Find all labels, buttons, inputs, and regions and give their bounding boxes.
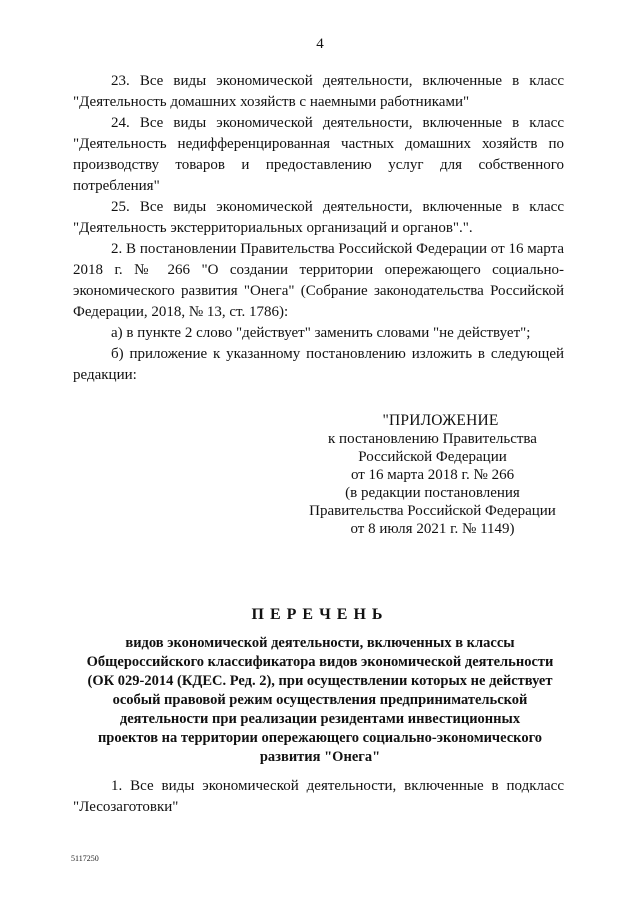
appendix-title: "ПРИЛОЖЕНИЕ bbox=[382, 412, 499, 429]
page-number: 4 bbox=[316, 36, 324, 52]
paragraph-item-23: 23. Все виды экономической деятельности, включенные в класс "Деятельность домашних хозяйств с наемными работниками" bbox=[73, 73, 564, 110]
amendments-text-block bbox=[73, 71, 564, 386]
list-subtitle-line: видов экономической деятельности, включенных в классы bbox=[125, 635, 515, 651]
list-subtitle bbox=[0, 634, 640, 767]
list-subtitle-line: особый правовой режим осуществления предпринимательской bbox=[112, 692, 528, 708]
appendix-header bbox=[300, 412, 565, 538]
appendix-line-5: Правительства Российской Федерации bbox=[309, 503, 556, 519]
appendix-line-3: от 16 марта 2018 г. № 266 bbox=[350, 467, 515, 483]
list-title: ПЕРЕЧЕНЬ bbox=[251, 606, 389, 623]
list-subtitle-line: Общероссийского классификатора видов экономической деятельности bbox=[86, 654, 554, 670]
list-subtitle-line: развития "Онега" bbox=[259, 749, 381, 765]
paragraph-item-a: а) в пункте 2 слово "действует" заменить словами "не действует"; bbox=[111, 325, 531, 341]
list-subtitle-line: (ОК 029-2014 (КДЕС. Ред. 2), при осуществлении которых не действует bbox=[87, 673, 553, 689]
list-subtitle-line: деятельности при реализации резидентами инвестиционных bbox=[119, 711, 521, 727]
appendix-line-6: от 8 июля 2021 г. № 1149) bbox=[350, 521, 515, 537]
paragraph-item-b: б) приложение к указанному постановлению изложить в следующей редакции: bbox=[73, 346, 564, 383]
paragraph-item-25: 25. Все виды экономической деятельности, включенные в класс "Деятельность экстерриториальных организаций и органов".". bbox=[73, 199, 564, 236]
appendix-line-2: Российской Федерации bbox=[358, 449, 507, 465]
paragraph-item-24: 24. Все виды экономической деятельности, включенные в класс "Деятельность недифференцированная частных домашних хозяйств по производству товаров и предоставлению услуг для собственного потребления" bbox=[73, 115, 564, 194]
paragraph-list-item-1: 1. Все виды экономической деятельности, включенные в подкласс "Лесозаготовки" bbox=[73, 778, 564, 815]
paragraph-item-2: 2. В постановлении Правительства Российской Федерации от 16 марта 2018 г. № 266 "О создании территории опережающего социально-экономического развития "Онега" (Собрание законодательства Российской Федерации, 2018, № 13, ст. 1786): bbox=[73, 241, 564, 320]
list-body bbox=[73, 776, 564, 818]
appendix-line-4: (в редакции постановления bbox=[345, 485, 520, 501]
footer-document-code: 5117250 bbox=[71, 854, 99, 863]
list-subtitle-line: проектов на территории опережающего социально-экономического bbox=[97, 730, 543, 746]
appendix-line-1: к постановлению Правительства bbox=[328, 431, 537, 447]
